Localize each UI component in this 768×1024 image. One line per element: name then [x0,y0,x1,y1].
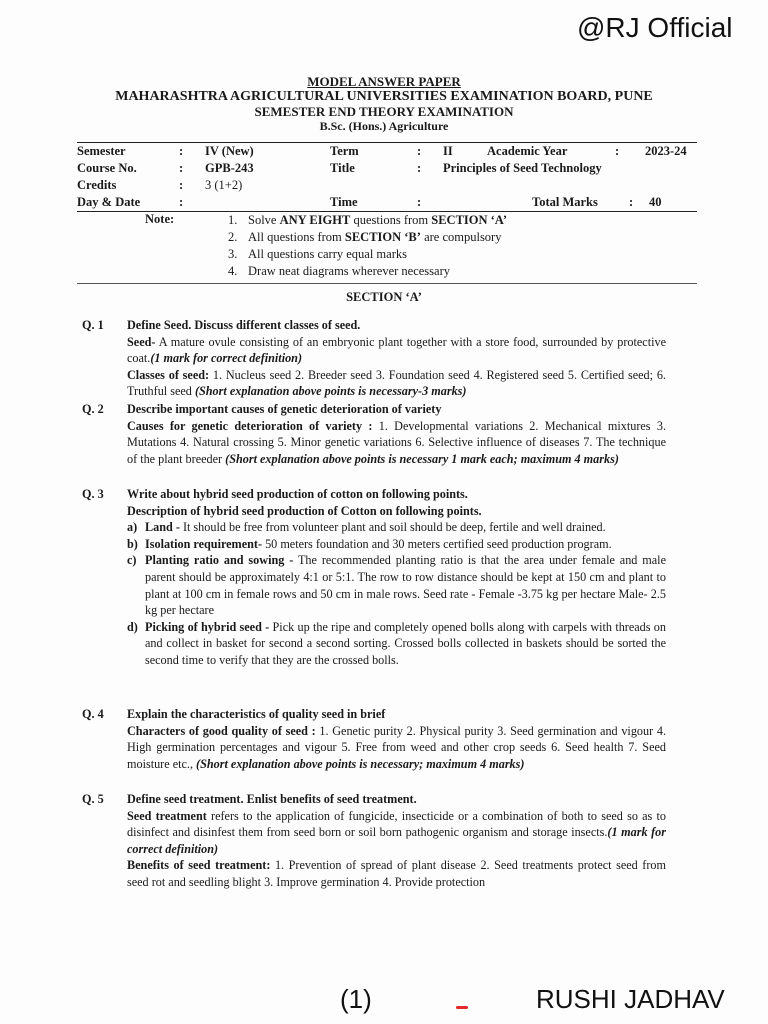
answer-point: c) Planting ratio and sowing - The recommended planting ratio is that the area under female and male parent should be approximately 4:1 or 5:1. The row to row distance should be kept at 150 cm and plant to plant at 100 cm in female rows and 50 cm in male rows. Seed rate - Female -3.75 kg per hectare Male- 2.5 kg per hectare [127,553,666,618]
answer-paragraph: Causes for genetic deterioration of variety : 1. Developmental variations 2. Mechanical mixtures 3. Mutations 4. Natural crossing 5. Minor genetic variations 6. Selective influence of diseases 7. The technique of the plant breeder (Short explanation above points is necessary 1 mark each; maximum 4 marks) [127,418,666,466]
colon: : [179,178,184,192]
colon: : [179,195,184,209]
note-item: 2. All questions from SECTION ‘B’ are compulsory [228,230,502,244]
answer-paragraph: Characters of good quality of seed : 1. Genetic purity 2. Physical purity 3. Seed germination and vigour 4. High germination percentages and vigour 5. Free from weed and other crop seeds 6. Seed health 7. Seed moisture etc., (Short explanation above points is necessary; maximum 4 marks) [127,723,666,771]
board-name: MAHARASHTRA AGRICULTURAL UNIVERSITIES EXAMINATION BOARD, PUNE [115,89,653,104]
section-title: SECTION ‘A’ [346,290,422,304]
question-block-4 [82,706,666,772]
answer-point: d) Picking of hybrid seed - Pick up the ripe and completely opened bolls along with carpels with threads on and collect in basket for second a second sorting. Crossed bolls collected in baskets should be sorted the second time to verify that they are the crossed bolls. [127,619,666,667]
answer-paragraph: Seed- A mature ovule consisting of an embryonic plant together with a store food, surrounded by protective coat.(1 mark for correct definition) [127,334,666,366]
question-number: Q. 2 [82,402,104,416]
answer-paragraph: Classes of seed: 1. Nucleus seed 2. Breeder seed 3. Foundation seed 4. Registered seed 5. Certified seed; 6. Truthful seed (Short explanation above points is necessary-3 marks) [127,367,666,399]
answer-intro: Description of hybrid seed production of Cotton on following points. [127,503,482,518]
colon: : [417,144,422,158]
question-block-5 [82,791,666,891]
divider [77,283,697,284]
question-number: Q. 1 [82,318,104,332]
colon: : [417,195,422,209]
answer-paragraph: Seed treatment refers to the application of fungicide, insecticide or a combination of both to seed so as to disinfect and disinfest them from seed born or soil born pathogenic organism and storage insects.(1 mark for correct definition) [127,808,666,856]
colon: : [615,144,620,158]
question-number: Q. 3 [82,487,104,501]
answer-point: a) Land - It should be free from volunteer plant and soil should be deep, fertile and well drained. [127,520,606,535]
note-label: Note: [145,212,175,226]
answer-point: b) Isolation requirement- 50 meters foundation and 30 meters certified seed production program. [127,536,612,551]
info-row-course [77,160,697,177]
semester-value: IV (New) [205,144,254,158]
title-value: Principles of Seed Technology [443,161,602,175]
exam-info-table [77,142,697,211]
credits-value: 3 (1+2) [205,178,243,192]
academic-year-label: Academic Year [487,144,568,158]
author-name: RUSHI JADHAV [536,984,725,1014]
note-item: 1. Solve ANY EIGHT questions from SECTION ‘A’ [228,213,508,227]
course-value: GPB-243 [205,161,254,175]
colon: : [417,161,422,175]
question-block-1 [82,317,666,400]
note-item: 3. All questions carry equal marks [228,247,407,261]
question-text: Define Seed. Discuss different classes of seed. [127,318,361,332]
exam-header [0,74,768,134]
semester-label: Semester [77,144,126,158]
paper-title: MODEL ANSWER PAPER [307,74,461,89]
question-text: Write about hybrid seed production of cotton on following points. [127,487,468,501]
watermark-handle: @RJ Official [577,12,733,43]
colon: : [179,144,184,158]
day-date-label: Day & Date [77,195,141,209]
page-number: (1) [340,984,372,1014]
red-mark [456,1006,468,1009]
question-text: Define seed treatment. Enlist benefits of seed treatment. [127,792,417,806]
academic-year-value: 2023-24 [645,144,687,158]
title-label: Title [330,161,355,175]
info-row-credits [77,177,697,194]
question-number: Q. 4 [82,707,104,721]
total-marks-label: Total Marks [532,195,598,209]
answer-paragraph: Benefits of seed treatment: 1. Prevention of spread of plant disease 2. Seed treatments protect seed from seed rot and seedling blight 3. Improve germination 4. Provide protection [127,858,666,889]
question-block-3 [82,486,666,669]
term-value: II [443,144,453,158]
degree-name: B.Sc. (Hons.) Agriculture [319,119,449,133]
time-label: Time [330,195,358,209]
question-text: Explain the characteristics of quality seed in brief [127,707,386,721]
credits-label: Credits [77,178,117,192]
info-row-semester [77,143,697,160]
info-row-date [77,194,697,211]
exam-name: SEMESTER END THEORY EXAMINATION [254,104,514,119]
total-marks-value: 40 [649,195,662,209]
course-label: Course No. [77,161,137,175]
colon: : [629,195,634,209]
question-number: Q. 5 [82,792,104,806]
question-text: Describe important causes of genetic deterioration of variety [127,402,442,416]
colon: : [179,161,184,175]
note-item: 4. Draw neat diagrams wherever necessary [228,264,450,278]
note-list [228,212,507,280]
question-block-2 [82,401,666,467]
term-label: Term [330,144,359,158]
